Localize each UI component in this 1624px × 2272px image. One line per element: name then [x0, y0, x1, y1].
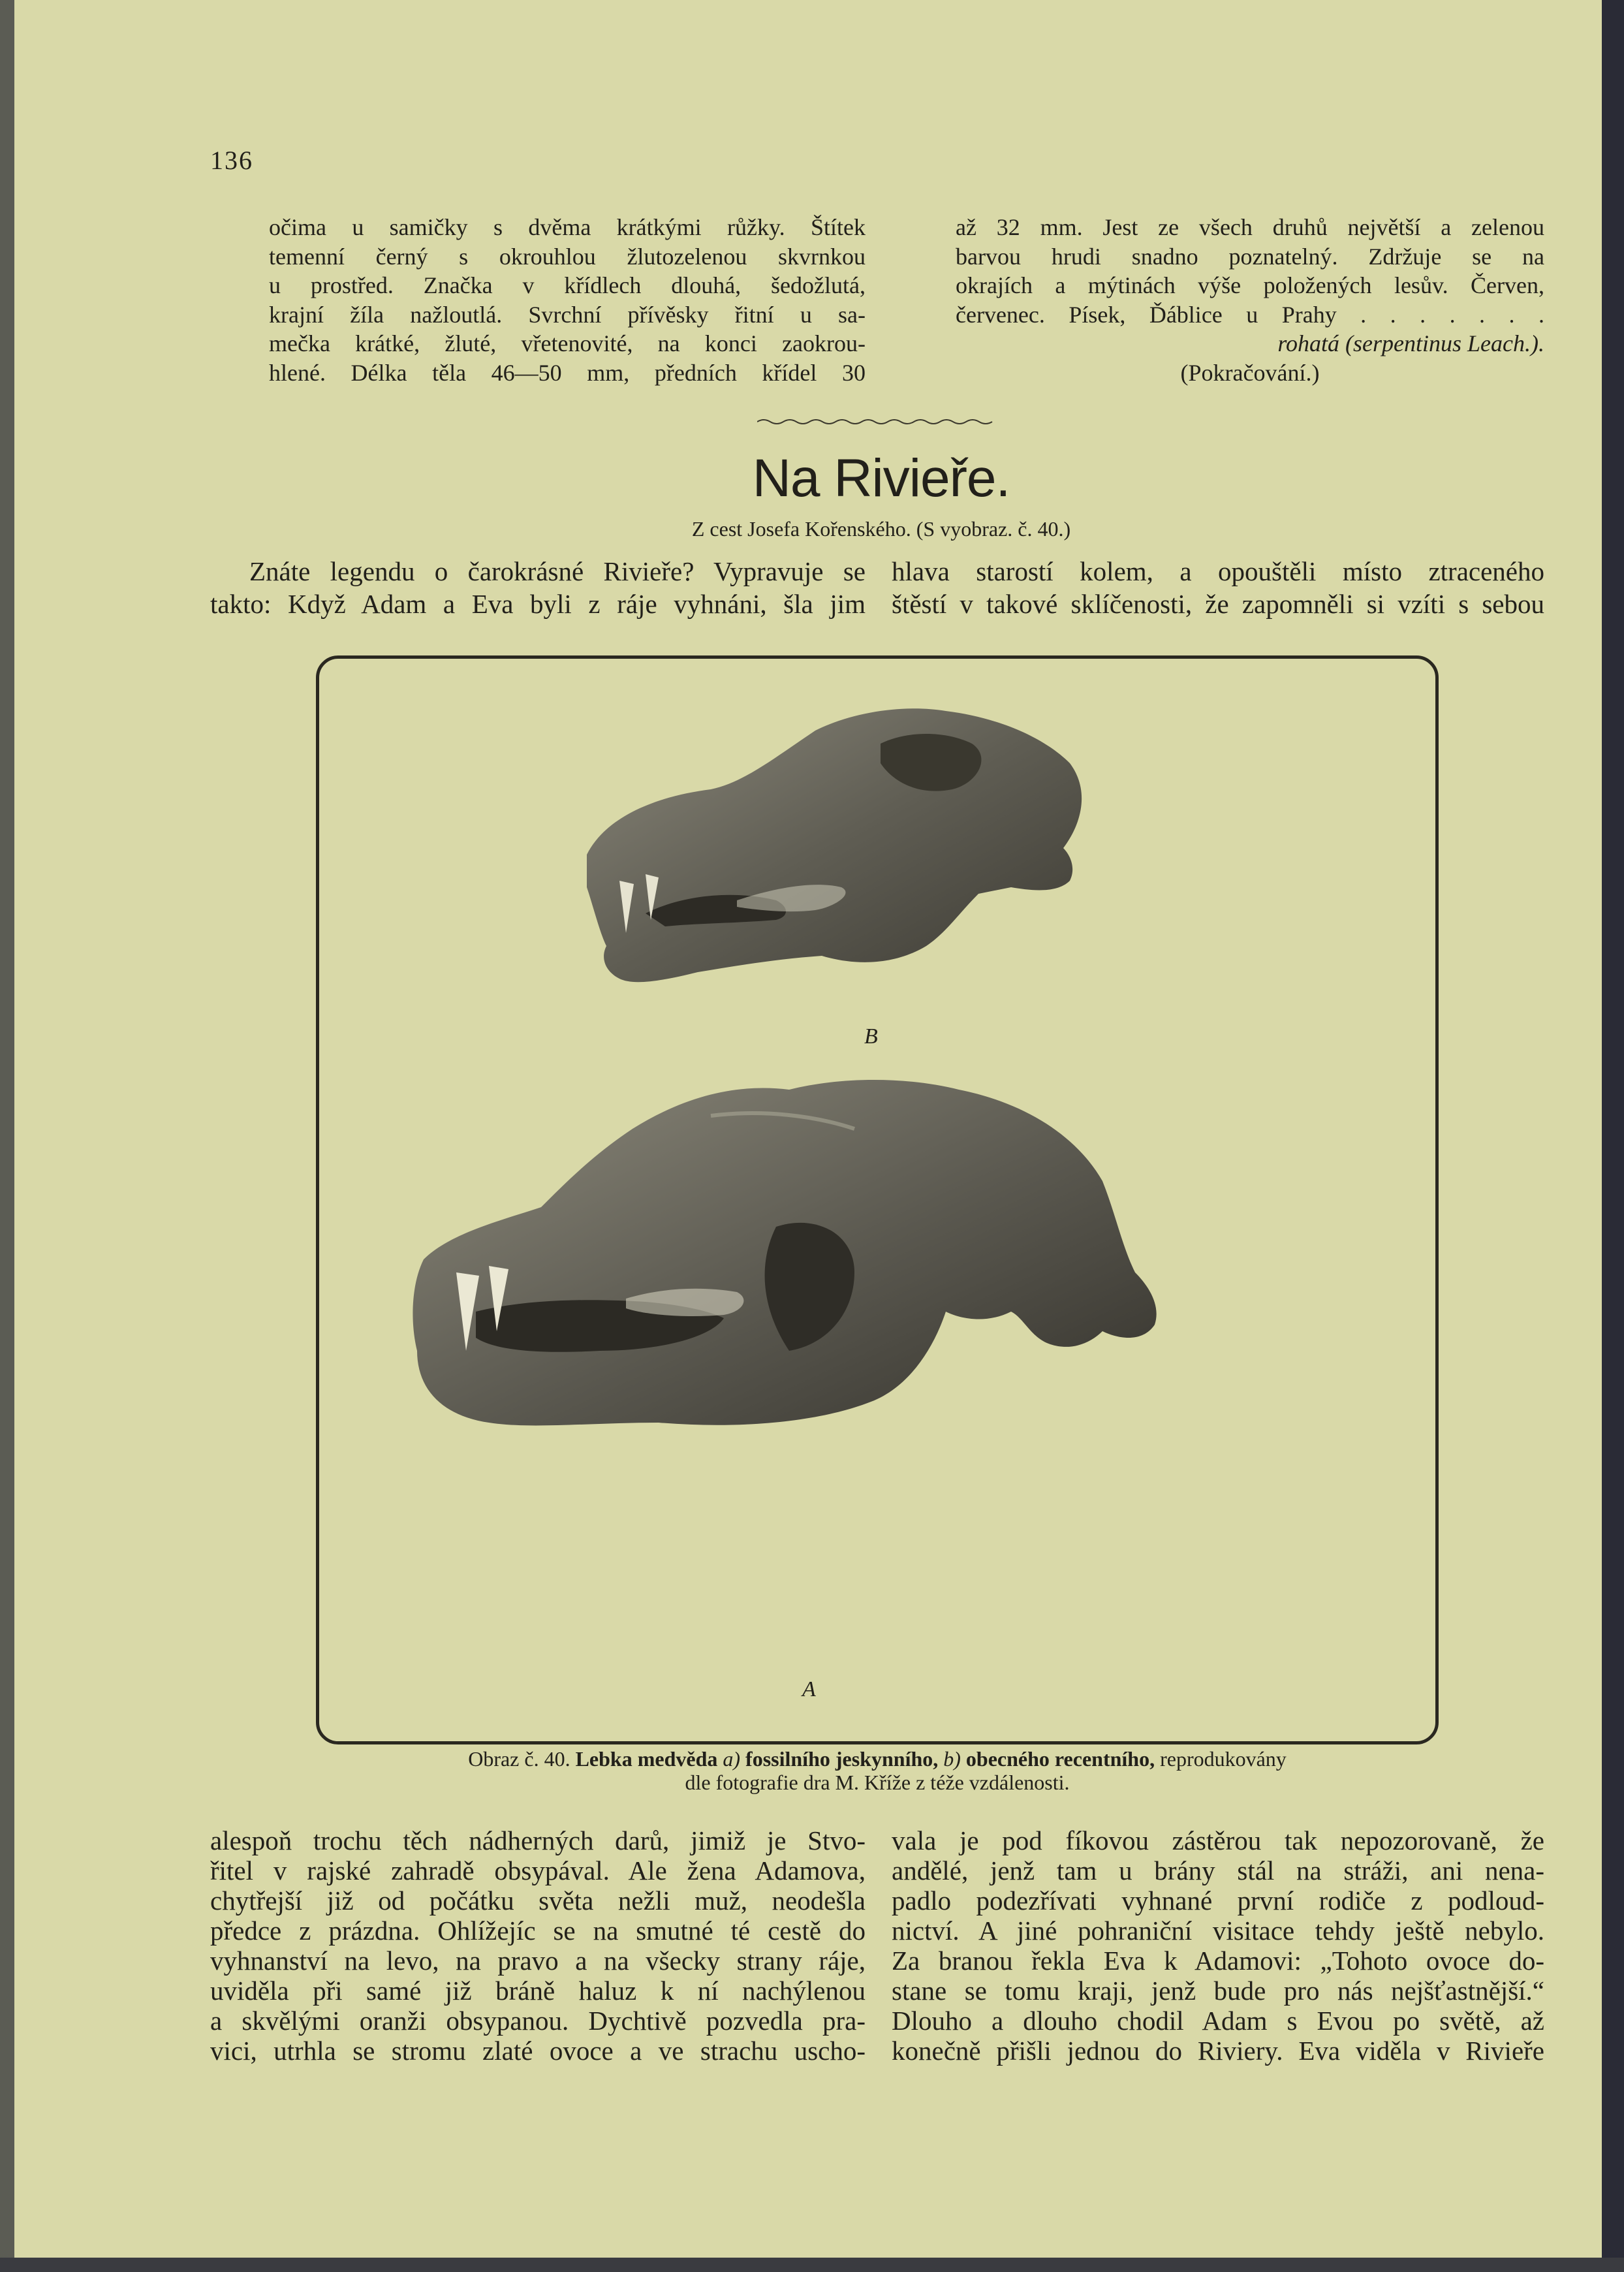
text-line: vici, utrhla se stromu zlaté ovoce a ve strachu uscho- — [210, 2036, 866, 2066]
caption-line-2: dle fotografie dra M. Kříže z téže vzdálenosti. — [685, 1771, 1070, 1794]
article-title: Na Rivieře. — [752, 449, 1010, 508]
text-line: vala je pod fíkovou zástěrou tak nepozorovaně, že — [892, 1825, 1544, 1855]
text-line: krajní žíla nažloutlá. Svrchní přívěsky řitní u sa- — [269, 301, 866, 328]
text-line: u prostřed. Značka v křídlech dlouhá, šedožlutá, — [269, 272, 866, 298]
text-line: vyhnanství na levo, na pravo a na všecky strany ráje, — [210, 1946, 866, 1976]
text-line: červenec. Písek, Ďáblice u Prahy . . . . . . . — [956, 301, 1544, 328]
text-line: až 32 mm. Jest ze všech druhů největší a zelenou — [956, 214, 1544, 240]
intro-left-column — [210, 555, 866, 620]
text-line: padlo podezřívati vyhnané první rodiče z podloud- — [892, 1885, 1544, 1916]
text-line: nictví. A jiné pohraniční visitace tehdy ještě nebylo. — [892, 1916, 1544, 1946]
text-line: a skvělými oranži obsypanou. Dychtivě pozvedla pra- — [210, 2006, 866, 2036]
text-line: temenní černý s okrouhlou žlutozelenou skvrnkou — [269, 243, 866, 270]
page-number: 136 — [210, 146, 253, 175]
text-line: předce z prázdna. Ohlížejíc se na smutné té cestě do — [210, 1916, 866, 1946]
text-line: konečně přišli jednou do Riviery. Eva viděla v Rivieře — [892, 2036, 1544, 2066]
text-line: alespoň trochu těch nádherných darů, jimiž je Stvo- — [210, 1825, 866, 1855]
caption-b: b) — [943, 1747, 961, 1771]
caption-line-1 — [316, 1747, 1439, 1771]
text-line: stane se tomu kraji, jenž bude pro nás nejšťastnější.“ — [892, 1976, 1544, 2006]
text-line: hlené. Délka těla 46—50 mm, předních křídel 30 — [269, 359, 866, 386]
text-line: okrajích a mýtinách výše položených lesův. Červen, — [956, 272, 1544, 298]
caption-bold-3: obecného recentního, — [965, 1747, 1155, 1771]
scan-right-edge — [1602, 0, 1624, 2272]
text-line: chytřejší již od počátku světa nežli muž, neodešla — [210, 1885, 866, 1916]
figure-label-b: B — [864, 1024, 878, 1049]
text-line: Za branou řekla Eva k Adamovi: „Tohoto ovoce do- — [892, 1946, 1544, 1976]
article-subtitle: Z cest Josefa Kořenského. (S vyobraz. č. 40.) — [691, 517, 1071, 541]
text-line: řitel v rajské zahradě obsypával. Ale žena Adamova, — [210, 1855, 866, 1885]
figure-caption — [316, 1747, 1439, 1794]
scan-left-edge — [0, 0, 14, 2272]
species-line: rohatá (serpentinus Leach.). — [1277, 330, 1544, 356]
section-divider — [757, 415, 999, 427]
text-line: barvou hrudi snadno poznatelný. Zdržuje se na — [956, 243, 1544, 270]
caption-a: a) — [723, 1747, 741, 1771]
text-line: mečka krátké, žluté, vřetenovité, na konci zaokrou- — [269, 330, 866, 356]
text-line: Znáte legendu o čarokrásné Rivieře? Vypravuje se — [249, 556, 866, 586]
top-left-column — [269, 213, 866, 387]
text-line: štěstí v takové sklíčenosti, že zapomněli si vzíti s sebou — [892, 589, 1544, 619]
skull-a — [413, 1080, 1156, 1425]
caption-suffix: reprodukovány — [1160, 1747, 1287, 1771]
caption-bold-1: Lebka medvěda — [575, 1747, 718, 1771]
skull-b — [587, 708, 1082, 982]
scan-bottom-edge — [0, 2258, 1624, 2272]
text-line: takto: Když Adam a Eva byli z ráje vyhnáni, šla jim — [210, 589, 866, 619]
bottom-left-column — [210, 1825, 866, 2066]
caption-prefix: Obraz č. 40. — [468, 1747, 570, 1771]
text-line: uviděla při samé již bráně haluz k ní nachýlenou — [210, 1976, 866, 2006]
text-line: hlava starostí kolem, a opouštěli místo ztraceného — [892, 556, 1544, 586]
figure-label-a: A — [802, 1677, 816, 1701]
skull-illustration — [319, 659, 1435, 1741]
caption-bold-2: fossilního jeskynního, — [745, 1747, 939, 1771]
text-line: očima u samičky s dvěma krátkými růžky. Štítek — [269, 214, 866, 240]
continued-note: (Pokračování.) — [1180, 359, 1320, 386]
text-line: andělé, jenž tam u brány stál na stráži, ani nena- — [892, 1855, 1544, 1885]
intro-right-column — [892, 555, 1544, 620]
text-line: Dlouho a dlouho chodil Adam s Evou po světě, až — [892, 2006, 1544, 2036]
top-right-column — [956, 213, 1544, 387]
bottom-right-column — [892, 1825, 1544, 2066]
figure-frame — [316, 655, 1439, 1744]
